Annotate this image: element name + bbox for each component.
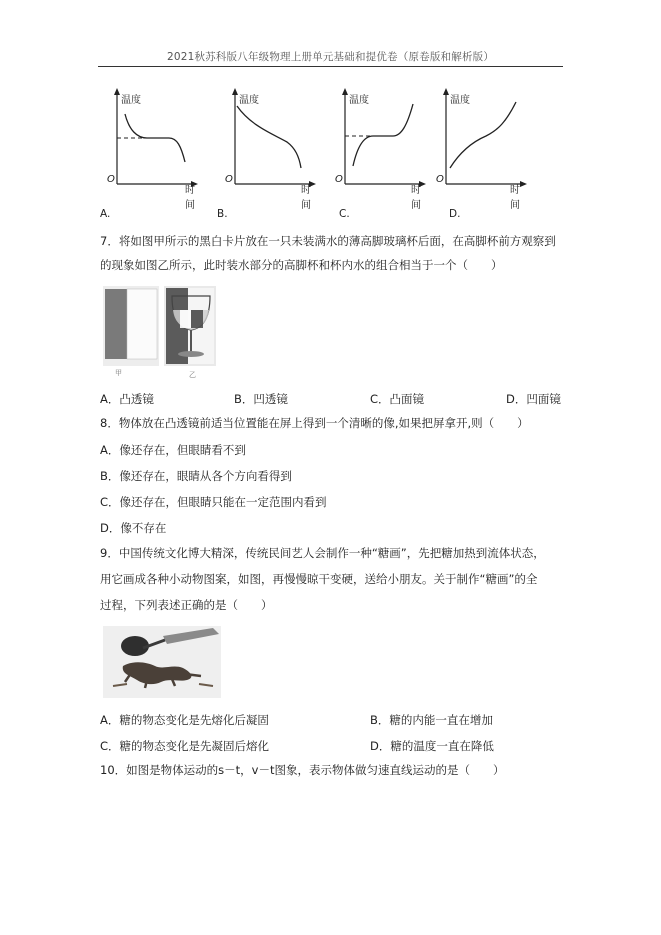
q7-stem-line1: 7．将如图甲所示的黑白卡片放在一只未装满水的薄高脚玻璃杯后面，在高脚杯前方观察到 <box>100 234 556 248</box>
graph-c-x-label: 时间 <box>411 185 421 211</box>
q9-stem-line1: 9．中国传统文化博大精深，传统民间艺人会制作一种“糖画”，先把糖加热到流体状态， <box>100 546 545 560</box>
q7-option-b[interactable]: B．凹透镜 <box>234 392 288 406</box>
q7-image-jia-label: 甲 <box>115 369 122 377</box>
page-header: 2021秋苏科版八年级物理上册单元基础和提优卷（原卷版和解析版） <box>166 51 495 63</box>
graph-c-origin: O <box>335 174 343 185</box>
graph-option-b[interactable]: B. <box>217 208 228 220</box>
q9-stem-line2: 用它画成各种小动物图案，如图，再慢慢晾干变硬，送给小朋友。关于制作“糖画”的全 <box>100 572 538 586</box>
q7-option-c[interactable]: C．凸面镜 <box>370 392 425 406</box>
graph-b-x-label: 时间 <box>301 185 311 211</box>
q8-option-c[interactable]: C．像还存在，但眼睛只能在一定范围内看到 <box>100 495 327 509</box>
q8-option-b[interactable]: B．像还存在，眼睛从各个方向看得到 <box>100 469 292 483</box>
graph-c-y-label: 温度 <box>349 95 369 106</box>
q9-option-b[interactable]: B．糖的内能一直在增加 <box>370 713 493 727</box>
q7-image-jia <box>103 286 159 366</box>
graph-option-d[interactable]: D. <box>449 208 461 220</box>
graph-a <box>103 88 198 211</box>
graph-b-y-label: 温度 <box>239 95 259 106</box>
graph-a-x-label: 时间 <box>185 185 195 211</box>
q10-stem: 10．如图是物体运动的s－t，v－t图象，表示物体做匀速直线运动的是（ ） <box>100 763 505 777</box>
graph-b <box>221 88 316 211</box>
q9-option-a[interactable]: A．糖的物态变化是先熔化后凝固 <box>100 713 269 727</box>
graph-c <box>331 88 426 211</box>
q8-option-d[interactable]: D．像不存在 <box>100 521 167 535</box>
graph-b-origin: O <box>225 174 233 185</box>
header-divider <box>98 66 563 67</box>
graph-a-y-label: 温度 <box>121 95 141 106</box>
graph-d <box>432 88 527 211</box>
graph-option-a[interactable]: A. <box>100 208 111 220</box>
graph-d-origin: O <box>436 174 444 185</box>
q9-option-c[interactable]: C．糖的物态变化是先凝固后熔化 <box>100 739 270 753</box>
q7-image-yi-label: 乙 <box>189 371 196 379</box>
q7-image-yi <box>164 286 216 366</box>
q9-stem-line3: 过程，下列表述正确的是（ ） <box>100 598 273 612</box>
graph-a-origin: O <box>107 174 115 185</box>
q9-option-d[interactable]: D．糖的温度一直在降低 <box>370 739 494 753</box>
q9-sugar-painting-image <box>103 626 221 698</box>
q7-option-a[interactable]: A．凸透镜 <box>100 392 154 406</box>
graph-d-x-label: 时间 <box>510 185 520 211</box>
q7-option-d[interactable]: D．凹面镜 <box>506 392 561 406</box>
q8-option-a[interactable]: A．像还存在，但眼睛看不到 <box>100 443 246 457</box>
graph-d-y-label: 温度 <box>450 95 470 106</box>
q7-stem-line2: 的现象如图乙所示，此时装水部分的高脚杯和杯内水的组合相当于一个（ ） <box>100 258 503 272</box>
q8-stem: 8．物体放在凸透镜前适当位置能在屏上得到一个清晰的像,如果把屏拿开,则（ ） <box>100 416 529 430</box>
graph-option-c[interactable]: C. <box>339 208 350 220</box>
